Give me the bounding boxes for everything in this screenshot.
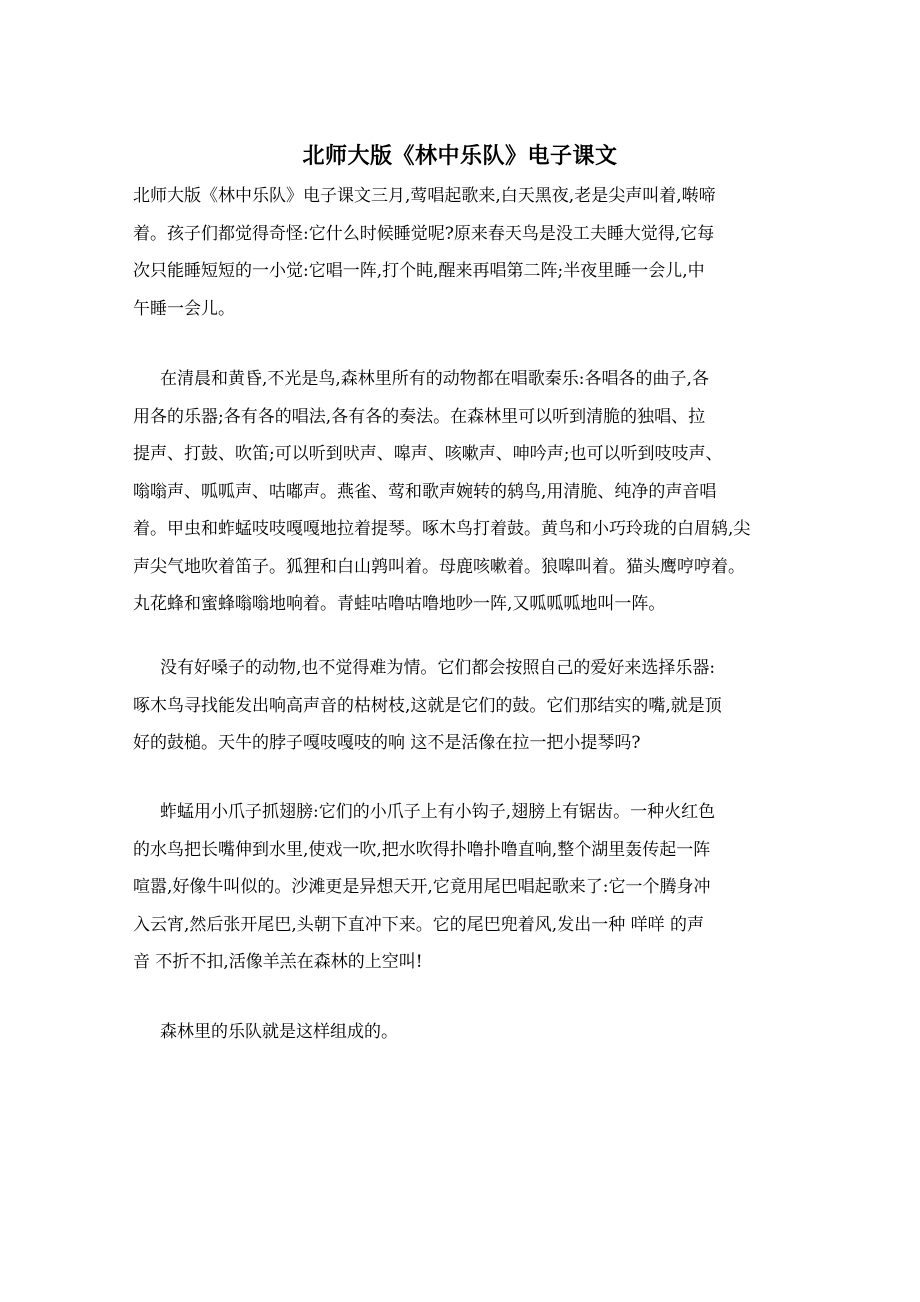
paragraph-5 [133,1014,803,1052]
paragraph-line: 入云宵,然后张开尾巴,头朝下直冲下来。它的尾巴兜着风,发出一种 咩咩 的声 [133,914,705,935]
paragraph-line: 午睡一会儿。 [133,298,235,319]
document-title: 北师大版《林中乐队》电子课文 [302,144,618,169]
paragraph-line: 嗡嗡声、呱呱声、咕嘟声。燕雀、莺和歌声婉转的鸫鸟,用清脆、纯净的声音唱 [133,481,717,502]
paragraph-1 [133,178,803,328]
paragraph-line: 提声、打鼓、吹笛;可以听到吠声、嗥声、咳嗽声、呻吟声;也可以听到吱吱声、 [133,444,723,464]
paragraph-line: 着。甲虫和蚱蜢吱吱嘎嘎地拉着提琴。啄木鸟打着鼓。黄鸟和小巧玲珑的白眉鸫,尖 [133,519,751,539]
paragraph-line: 音 不折不扣,活像羊羔在森林的上空叫! [133,952,423,972]
paragraph-line: 着。孩子们都觉得奇怪:它什么时候睡觉呢?原来春天鸟是没工夫睡大觉得,它每 [133,223,715,244]
paragraph-line: 次只能睡短短的一小觉:它唱一阵,打个盹,醒来再唱第二阵;半夜里睡一会儿,中 [133,261,705,281]
paragraph-3 [133,650,803,763]
paragraph-4 [133,794,803,982]
paragraph-line: 好的鼓槌。天牛的脖子嘎吱嘎吱的响 这不是活像在拉一把小提琴吗? [133,733,641,753]
paragraph-line: 用各的乐器;各有各的唱法,各有各的奏法。在森林里可以听到清脆的独唱、拉 [133,406,706,427]
paragraph-2 [133,361,803,624]
paragraph-line: 没有好嗓子的动物,也不觉得难为情。它们都会按照自己的爱好来选择乐器: [160,658,716,678]
paragraph-line: 喧嚣,好像牛叫似的。沙滩更是异想天开,它竟用尾巴唱起歌来了:它一个腾身冲 [133,877,711,897]
paragraph-line: 丸花蜂和蜜蜂嗡嗡地响着。青蛙咕噜咕噜地吵一阵,又呱呱呱地叫一阵。 [133,594,666,614]
paragraph-line: 森林里的乐队就是这样组成的。 [160,1022,398,1042]
paragraph-line: 北师大版《林中乐队》电子课文三月,莺唱起歌来,白天黑夜,老是尖声叫着,啭啼 [133,186,716,206]
paragraph-line: 的水鸟把长嘴伸到水里,使戏一吹,把水吹得扑噜扑噜直响,整个湖里轰传起一阵 [133,839,711,860]
paragraph-line: 声尖气地吹着笛子。狐狸和白山鹑叫着。母鹿咳嗽着。狼嗥叫着。猫头鹰哼哼着。 [133,556,745,577]
paragraph-line: 在清晨和黄昏,不光是鸟,森林里所有的动物都在唱歌秦乐:各唱各的曲子,各 [160,369,709,389]
paragraph-line: 蚱蜢用小爪子抓翅膀:它们的小爪子上有小钩子,翅膀上有锯齿。一种火红色 [160,802,716,822]
paragraph-line: 啄木鸟寻找能发出响高声音的枯树枝,这就是它们的鼓。它们那结实的嘴,就是顶 [133,695,722,716]
